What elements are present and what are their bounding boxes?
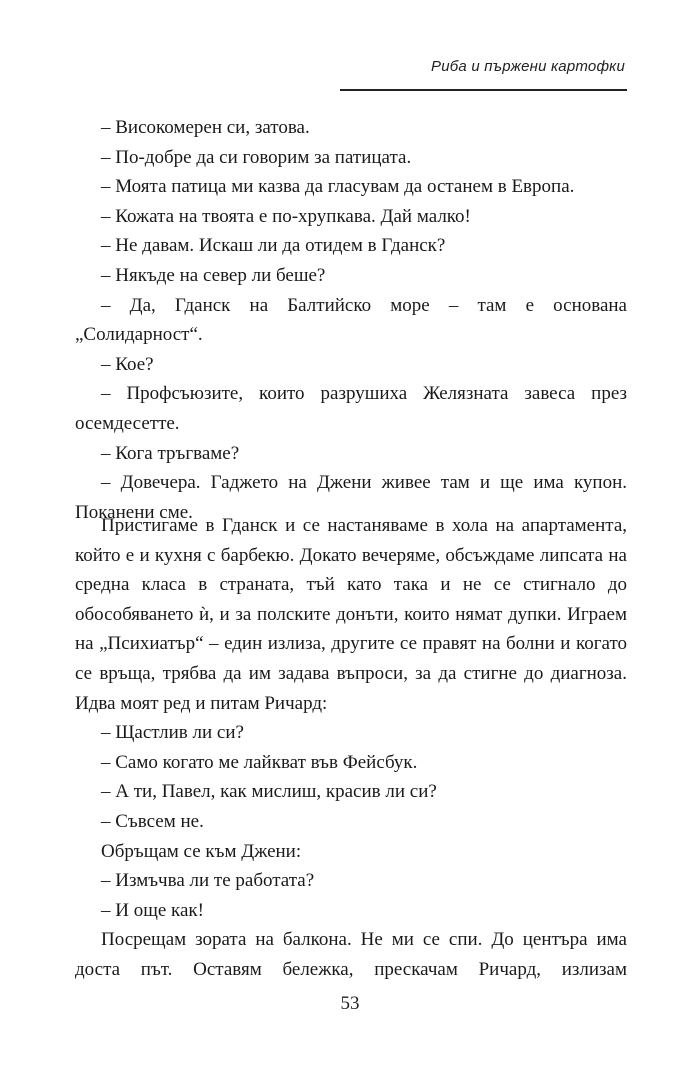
paragraph: – Да, Гданск на Балтийско море – там е основана „Солидарност“. — [75, 294, 627, 346]
page-number: 53 — [340, 993, 360, 1014]
running-header: Риба и пържени картофки — [431, 58, 625, 75]
paragraph: – Моята патица ми казва да гласувам да останем в Европа. — [101, 176, 575, 198]
paragraph: – По-добре да си говорим за патицата. — [101, 146, 412, 168]
paragraph: – Щастлив ли си? — [101, 722, 244, 744]
paragraph: – Кое? — [101, 353, 154, 375]
paragraph: – Измъчва ли те работата? — [101, 870, 315, 892]
paragraph: – Съвсем не. — [101, 810, 204, 832]
paragraph: – Профсъюзите, които разрушиха Желязната завеса през осемдесетте. — [75, 383, 627, 434]
paragraph: Пристигаме в Гданск и се настаняваме в хола на апартамента, който е и кухня с барбекю. Докато вечеряме, обсъждаме липсата на средна класа в страната, тъй като така и не се стигнало до обособяването ѝ, и за полските донъти, които нямат дупки. Играем на „Психиатър“ – един излиза, другите се правят на болни и когато се връща, трябва да им задава въпроси, за да стигне до диагноза. Идва моят ред и питам Ричард: — [75, 515, 627, 714]
paragraph: – Довечера. Гаджето на Джени живее там и ще има купон. Поканени сме. — [75, 472, 627, 523]
header-rule — [340, 89, 627, 91]
paragraph: – Кожата на твоята е по-хрупкава. Дай малко! — [101, 205, 471, 227]
paragraph: – Не давам. Искаш ли да отидем в Гданск? — [101, 235, 446, 257]
text-block-dialogue — [75, 113, 627, 527]
paragraph: – Някъде на север ли беше? — [101, 264, 326, 286]
paragraph: – И още как! — [101, 899, 204, 921]
paragraph: Обръщам се към Джени: — [101, 840, 302, 862]
text-block-narrative — [75, 511, 627, 985]
paragraph: Посрещам зората на балкона. Не ми се спи. До центъра има доста път. Оставям бележка, прескачам Ричард, излизам — [75, 929, 627, 980]
paragraph: – Високомерен си, затова. — [101, 117, 310, 138]
paragraph: – А ти, Павел, как мислиш, красив ли си? — [101, 781, 437, 803]
paragraph: – Кога тръгваме? — [101, 442, 240, 464]
paragraph: – Само когато ме лайкват във Фейсбук. — [101, 751, 418, 773]
